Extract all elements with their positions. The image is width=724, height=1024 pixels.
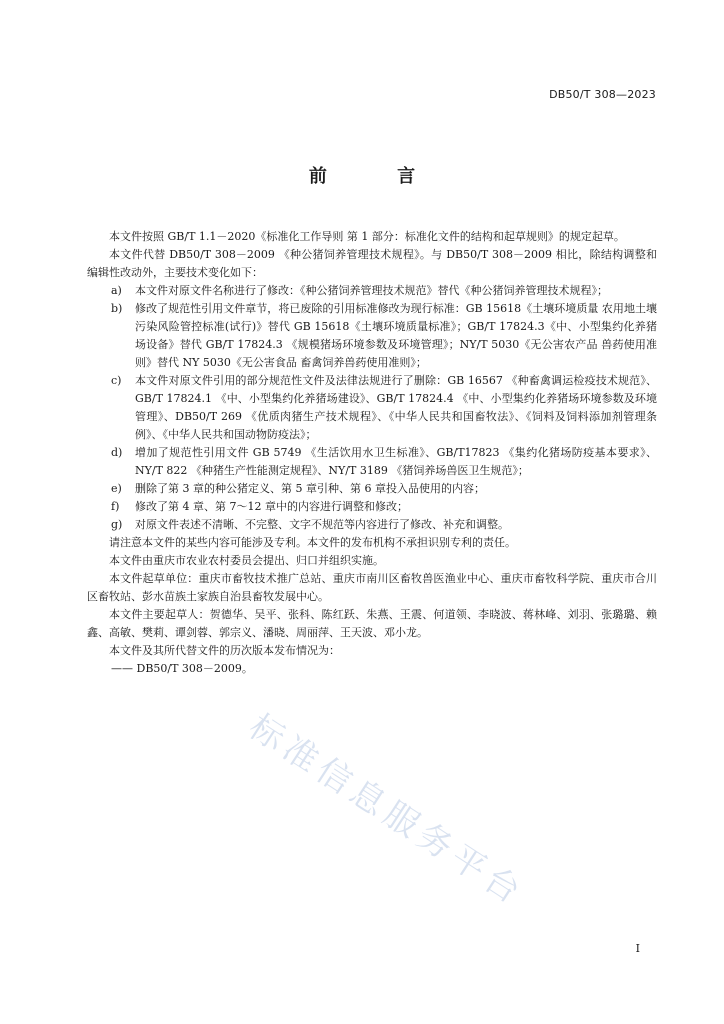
paragraph-replacement: 本文件代替 DB50/T 308－2009 《种公猪饲养管理技术规程》。与 DB50/T 308－2009 相比，除结构调整和编辑性改动外，主要技术变化如下：	[87, 248, 657, 279]
paragraph-proposer: 本文件由重庆市农业农村委员会提出、归口并组织实施。	[109, 554, 384, 567]
list-item	[87, 282, 657, 300]
list-item-text: 本文件对原文件名称进行了修改：《种公猪饲养管理技术规范》替代《种公猪饲养管理技术规程》；	[135, 284, 608, 297]
paragraph-drafting-units: 本文件起草单位：重庆市畜牧技术推广总站、重庆市南川区畜牧兽医渔业中心、重庆市畜牧科学院、重庆市合川区畜牧站、彭水苗族土家族自治县畜牧发展中心。	[87, 572, 657, 603]
list-item-text: 本文件对原文件引用的部分规范性文件及法律法规进行了删除：GB 16567 《种畜禽调运检疫技术规范》、GB/T 17824.1 《中、小型集约化养猪场建设》、GB/T 17824.4 《中、小型集约化养猪场环境参数及环境管理》、DB50/T 269 《优质肉猪生产技术规程》、《中华人民共和国畜牧法》、《饲料及饲料添加剂管理条例》、《中华人民共和国动物防疫法》；	[135, 374, 657, 441]
list-marker: g)	[111, 518, 123, 531]
list-marker: f)	[111, 500, 120, 513]
list-item-text: 删除了第 3 章的种公猪定义、第 5 章引种、第 6 章投入品使用的内容；	[135, 482, 485, 495]
list-item-text: 增加了规范性引用文件 GB 5749 《生活饮用水卫生标准》、GB/T17823 《集约化猪场防疫基本要求》、NY/T 822 《种猪生产性能测定规程》、NY/T 3189 《猪饲养场兽医卫生规范》；	[135, 446, 657, 477]
paragraph-version-history: 本文件及其所代替文件的历次版本发布情况为：	[109, 644, 340, 657]
paragraph-patent-notice: 请注意本文件的某些内容可能涉及专利。本文件的发布机构不承担识别专利的责任。	[109, 536, 516, 549]
list-item	[87, 480, 657, 498]
list-item-text: 对原文件表述不清晰、不完整、文字不规范等内容进行了修改、补充和调整。	[135, 518, 509, 531]
list-marker: d)	[111, 446, 123, 459]
changes-list	[87, 282, 657, 534]
previous-version: —— DB50/T 308－2009。	[111, 662, 253, 675]
list-marker: b)	[111, 302, 123, 315]
foreword-body	[87, 228, 657, 678]
list-item	[87, 444, 657, 480]
list-item	[87, 498, 657, 516]
list-marker: e)	[111, 482, 122, 495]
list-item-text: 修改了规范性引用文件章节，将已废除的引用标准修改为现行标准：GB 15618《土壤环境质量 农用地土壤污染风险管控标准(试行)》替代 GB 15618《土壤环境质量标准》；GB/T 17824.3《中、小型集约化养猪场设备》替代 GB/T 17824.3 《规模猪场环境参数及环境管理》；NY/T 5030《无公害农产品 兽药使用准则》替代 NY 5030《无公害食品 畜禽饲养兽药使用准则》；	[135, 302, 657, 369]
list-item	[87, 300, 657, 372]
page-title: 前 言	[308, 166, 448, 187]
list-item	[87, 372, 657, 444]
paragraph-drafters: 本文件主要起草人：贺德华、吴平、张科、陈红跃、朱燕、王震、何道领、李晓波、蒋林峰、刘羽、张璐璐、赖鑫、高敏、樊莉、谭剑蓉、郭宗义、潘晓、周丽萍、王天波、邓小龙。	[87, 608, 657, 639]
document-code: DB50/T 308—2023	[549, 88, 656, 101]
list-marker: a)	[111, 284, 122, 297]
list-item	[87, 516, 657, 534]
page-number: I	[635, 942, 640, 955]
watermark: 标准信息服务平台	[241, 706, 533, 915]
paragraph-drafting-rule: 本文件按照 GB/T 1.1－2020《标准化工作导则 第 1 部分：标准化文件的结构和起草规则》的规定起草。	[109, 230, 625, 243]
list-marker: c)	[111, 374, 122, 387]
list-item-text: 修改了第 4 章、第 7～12 章中的内容进行调整和修改；	[135, 500, 408, 513]
